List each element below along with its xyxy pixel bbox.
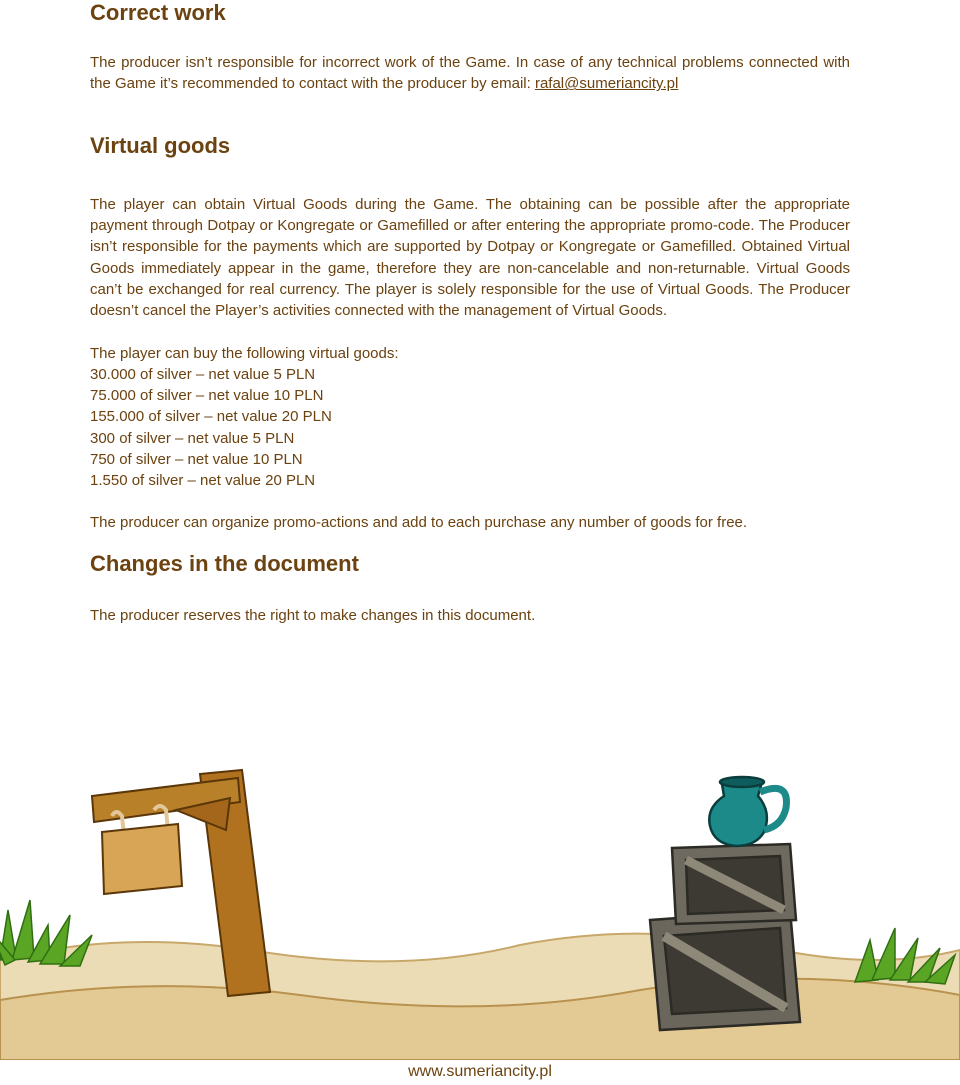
heading-changes: Changes in the document	[90, 551, 359, 576]
virtual-goods-paragraph: The player can obtain Virtual Goods during the Game. The obtaining can be possible after the appropriate payment through Dotpay or Kongregate or Gamefilled or after entering the appropriate promo-code. The Producer isn’t responsible for the payments which are supported by Dotpay or Kongregate or Gamefilled. Obtained Virtual Goods immediately appear in the game, therefore they are non-cancelable and non-returnable. Virtual Goods can’t be exchanged for real currency. The player is solely responsible for the use of Virtual Goods. The Producer doesn’t cancel the Player’s activities connected with the management of Virtual Goods.	[90, 196, 850, 320]
heading-correct-work: Correct work	[90, 0, 226, 25]
promo-paragraph: The producer can organize promo-actions and add to each purchase any number of goods for free.	[90, 514, 748, 531]
goods-list	[90, 364, 332, 491]
stacked-crates	[650, 844, 800, 1030]
grass-left	[0, 900, 92, 966]
footer-url: www.sumeriancity.pl	[408, 1063, 552, 1080]
list-item: 300 of silver – net value 5 PLN	[90, 429, 295, 447]
list-item: 30.000 of silver – net value 5 PLN	[90, 366, 316, 383]
heading-virtual-goods: Virtual goods	[90, 133, 231, 158]
correct-work-text: The producer isn’t responsible for incorrect work of the Game. In case of any technical problems connected with the Game it’s recommended to contact with the producer by email:	[90, 54, 850, 93]
correct-work-paragraph	[90, 52, 850, 94]
jug	[709, 777, 786, 846]
list-item: 1.550 of silver – net value 20 PLN	[90, 472, 316, 490]
list-item: 750 of silver – net value 10 PLN	[90, 450, 303, 468]
list-item: 75.000 of silver – net value 10 PLN	[90, 387, 324, 405]
goods-list-intro: The player can buy the following virtual goods:	[90, 345, 399, 362]
email-link[interactable]: rafal@sumeriancity.pl	[534, 75, 679, 93]
list-item: 155.000 of silver – net value 20 PLN	[90, 408, 332, 426]
decorative-scene-illustration	[0, 760, 960, 1060]
changes-paragraph: The producer reserves the right to make changes in this document.	[90, 607, 536, 624]
